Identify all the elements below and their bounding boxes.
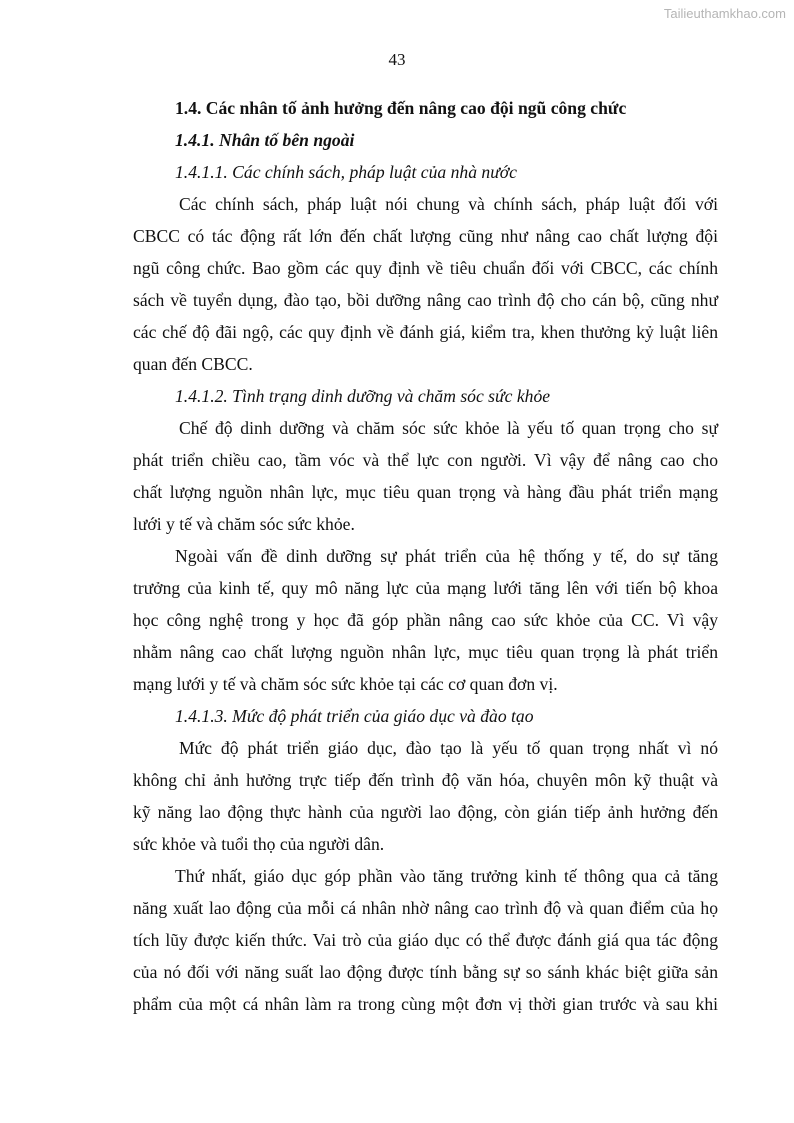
text-line: Ngoài vấn đề dinh dưỡng sự phát triển của hệ thống y tế, do sự tăng: [175, 546, 718, 566]
text-line: các chế độ đãi ngộ, các quy định về đánh giá, kiểm tra, khen thưởng kỷ luật liên: [133, 322, 718, 342]
text-line: mạng lưới y tế và chăm sóc sức khỏe tại các cơ quan đơn vị.: [133, 674, 558, 694]
body-text: [133, 92, 718, 1020]
text-line: không chỉ ảnh hưởng trực tiếp đến trình độ văn hóa, chuyên môn kỹ thuật và: [133, 770, 718, 790]
text-line: Các chính sách, pháp luật nói chung và chính sách, pháp luật đối với: [179, 194, 718, 214]
text-line: 1.4.1.3. Mức độ phát triển của giáo dục và đào tạo: [175, 706, 534, 726]
text-line: học công nghệ trong y học đã góp phần nâng cao sức khỏe của CC. Vì vậy: [133, 610, 718, 630]
text-line: chất lượng nguồn nhân lực, mục tiêu quan trọng và hàng đầu phát triển mạng: [133, 482, 718, 502]
text-line: tích lũy được kiến thức. Vai trò của giáo dục có thể được đánh giá qua tác động: [133, 930, 718, 950]
text-line: 1.4.1. Nhân tố bên ngoài: [175, 130, 355, 150]
text-line: 1.4.1.1. Các chính sách, pháp luật của nhà nước: [175, 162, 517, 182]
text-line: CBCC có tác động rất lớn đến chất lượng cũng như nâng cao chất lượng đội: [133, 226, 718, 246]
watermark: Tailieuthamkhao.com: [663, 6, 786, 21]
text-line: năng xuất lao động của mỗi cá nhân nhờ nâng cao trình độ và quan điểm của họ: [133, 898, 718, 918]
text-line: sức khỏe và tuổi thọ của người dân.: [133, 834, 385, 854]
text-line: lưới y tế và chăm sóc sức khỏe.: [133, 514, 355, 534]
text-line: kỹ năng lao động thực hành của người lao động, còn gián tiếp ảnh hưởng đến: [133, 802, 718, 822]
text-line: Mức độ phát triển giáo dục, đào tạo là yếu tố quan trọng nhất vì nó: [179, 738, 718, 758]
text-line: Chế độ dinh dưỡng và chăm sóc sức khỏe là yếu tố quan trọng cho sự: [179, 418, 718, 438]
text-line: Thứ nhất, giáo dục góp phần vào tăng trưởng kinh tế thông qua cả tăng: [175, 866, 718, 886]
text-line: phẩm của một cá nhân làm ra trong cùng một đơn vị thời gian trước và sau khi: [133, 994, 718, 1014]
page-number: 43: [388, 50, 406, 69]
text-line: của nó đối với năng suất lao động được tính bằng sự so sánh khác biệt giữa sản: [133, 962, 718, 982]
text-line: trưởng của kinh tế, quy mô năng lực của mạng lưới tăng lên với tiến bộ khoa: [133, 578, 718, 598]
text-line: quan đến CBCC.: [133, 354, 253, 374]
text-line: sách về tuyển dụng, đào tạo, bồi dưỡng nâng cao trình độ cho cán bộ, cũng như: [133, 290, 718, 310]
text-line: ngũ công chức. Bao gồm các quy định về tiêu chuẩn đối với CBCC, các chính: [133, 258, 718, 278]
text-line: nhằm nâng cao chất lượng nguồn nhân lực, mục tiêu quan trọng là phát triển: [133, 642, 718, 662]
text-line: phát triển chiều cao, tầm vóc và thể lực con người. Vì vậy để nâng cao cho: [133, 450, 718, 470]
text-line: 1.4.1.2. Tình trạng dinh dưỡng và chăm sóc sức khỏe: [175, 386, 551, 406]
text-line: 1.4. Các nhân tố ảnh hưởng đến nâng cao đội ngũ công chức: [175, 98, 627, 118]
